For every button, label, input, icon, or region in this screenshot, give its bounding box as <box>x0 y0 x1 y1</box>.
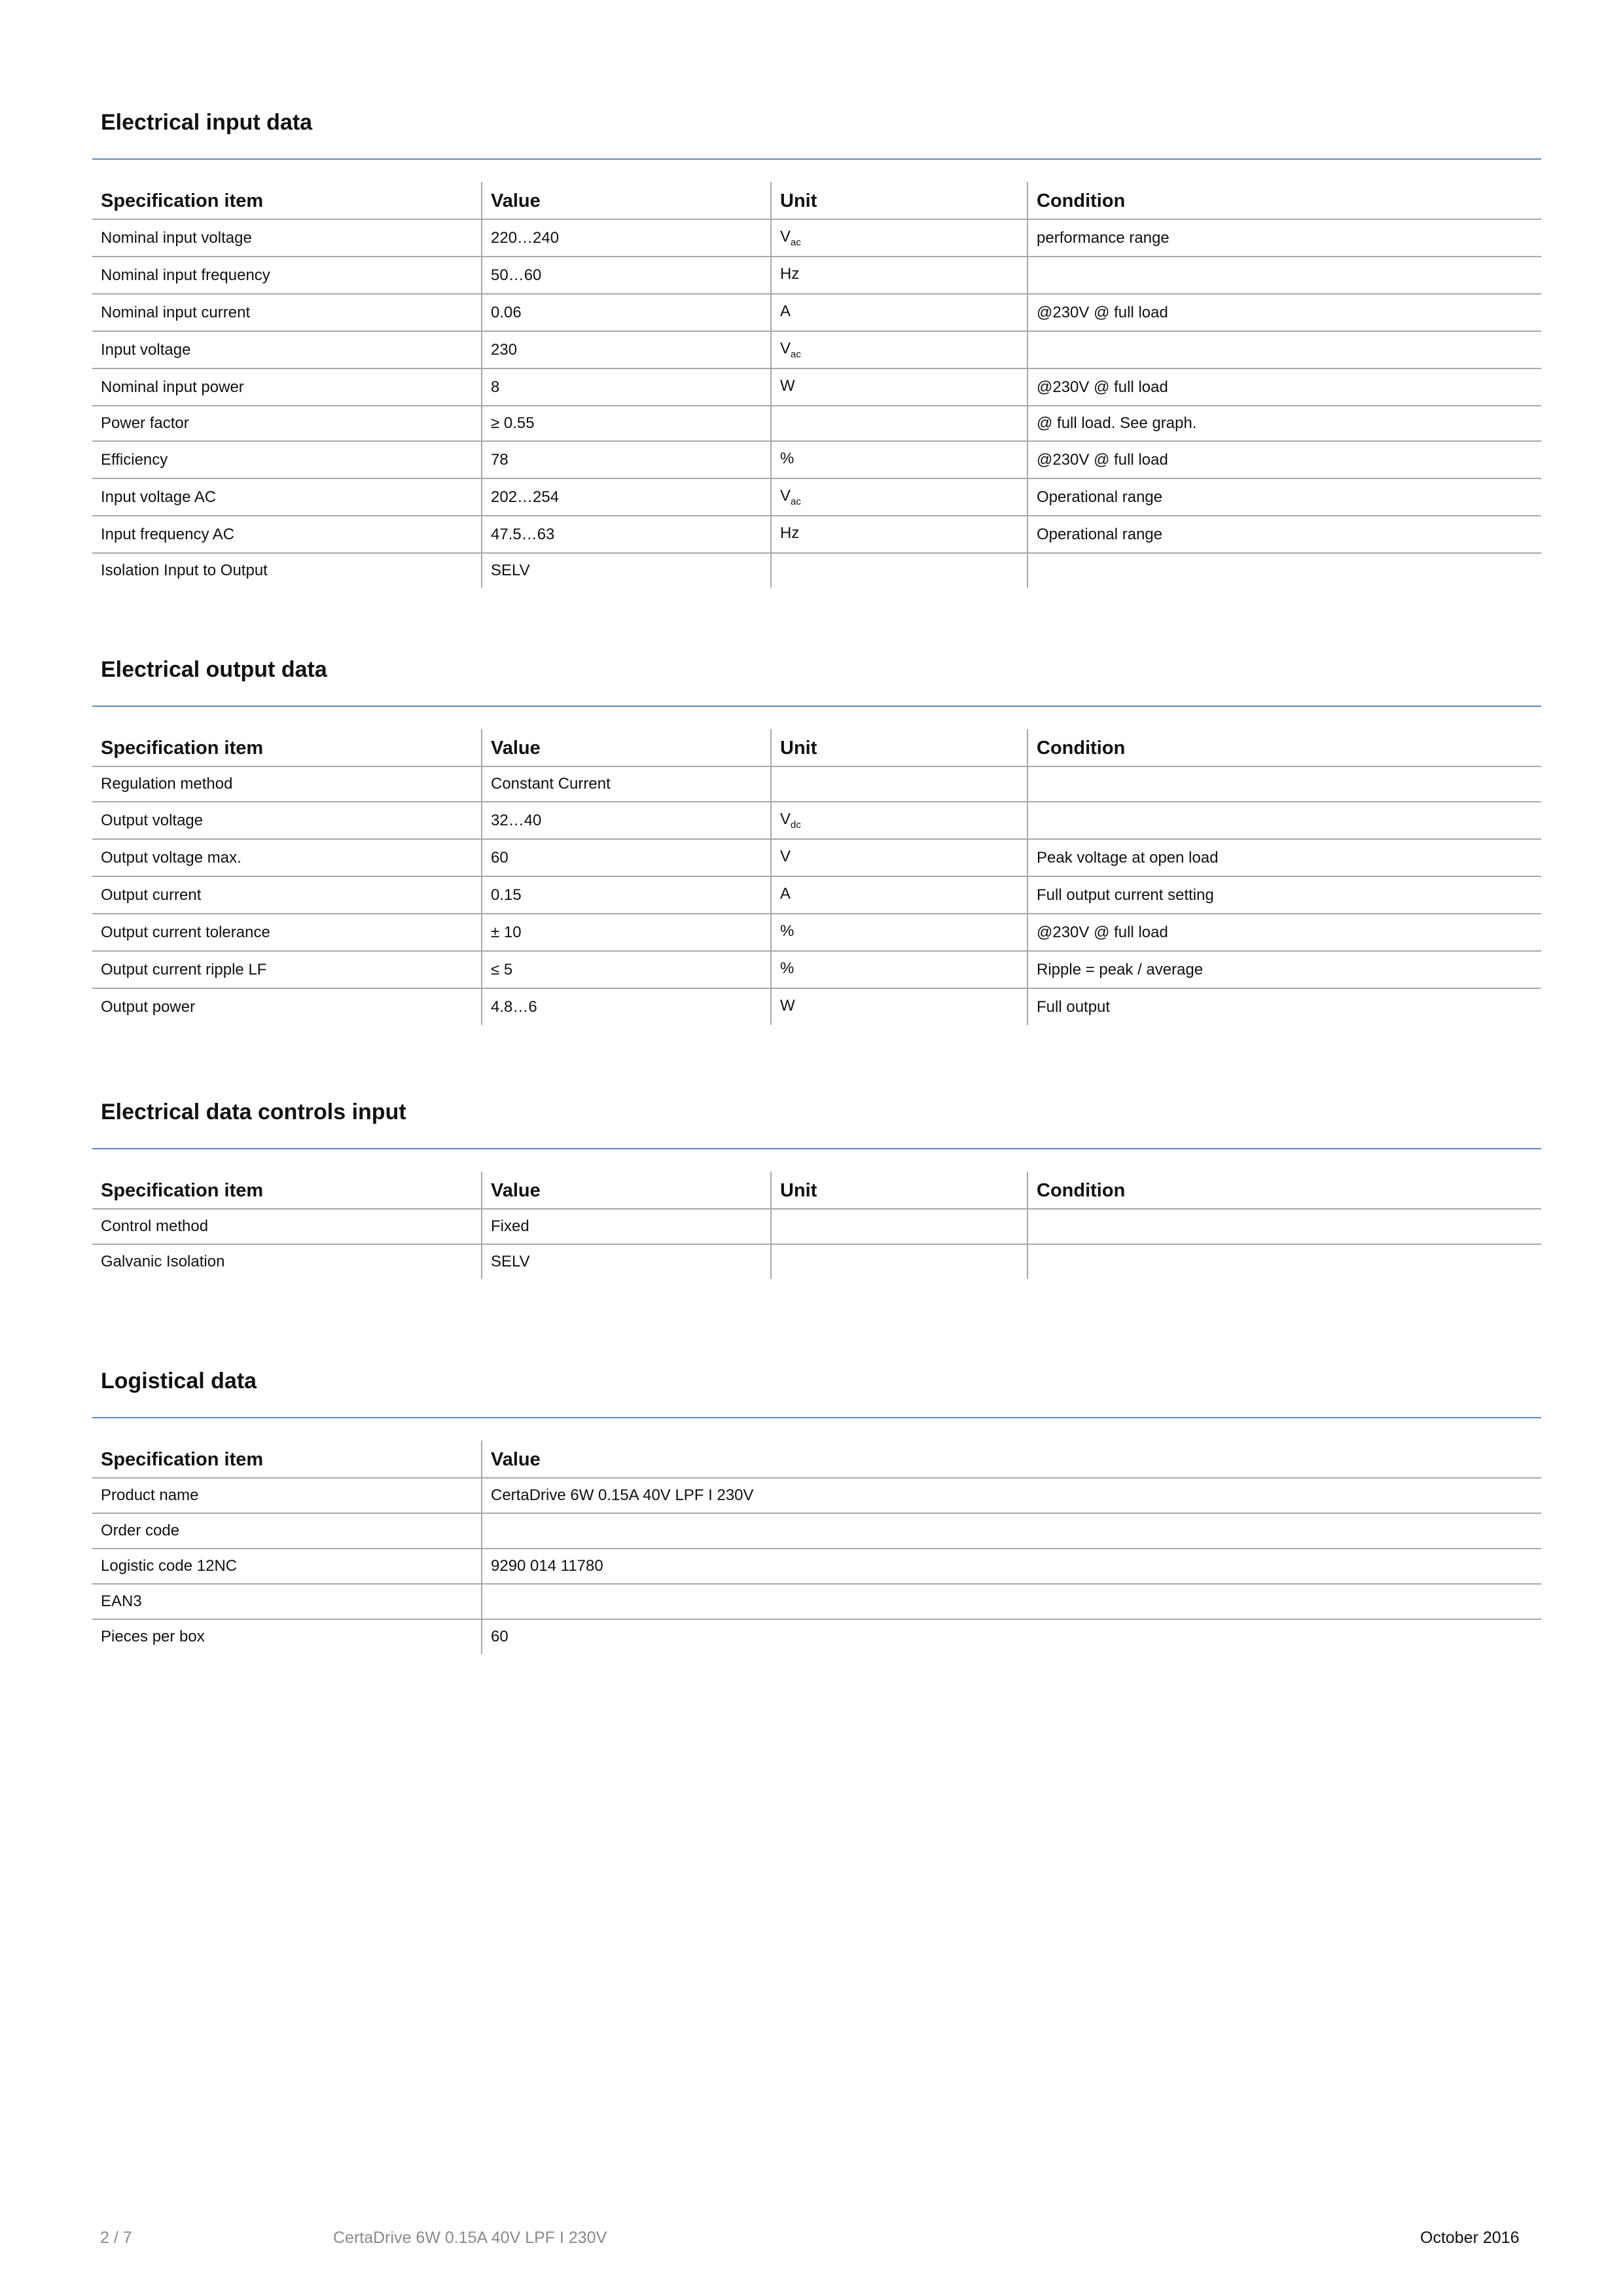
cell-unit <box>771 441 1027 478</box>
spec-table <box>92 182 1541 588</box>
unit-subscript: ac <box>791 237 801 248</box>
table-row <box>92 441 1541 478</box>
cell-condition: Full output <box>1027 988 1541 1025</box>
cell-condition: Operational range <box>1027 516 1541 553</box>
cell-unit <box>771 914 1027 951</box>
cell-condition: @230V @ full load <box>1027 368 1541 406</box>
cell-item: Output voltage max. <box>92 839 482 876</box>
header-spec-item: Specification item <box>92 1172 482 1209</box>
table-header-row <box>92 1172 1541 1209</box>
table-row <box>92 1209 1541 1244</box>
cell-value: 0.15 <box>482 876 771 914</box>
table-row <box>92 331 1541 368</box>
header-unit: Unit <box>771 729 1027 766</box>
cell-condition: Full output current setting <box>1027 876 1541 914</box>
cell-value: 202…254 <box>482 478 771 516</box>
cell-unit <box>771 553 1027 588</box>
header-spec-item: Specification item <box>92 1441 482 1478</box>
table-row <box>92 553 1541 588</box>
unit-text: % <box>780 450 794 467</box>
table-row <box>92 1619 1541 1654</box>
unit-text: V <box>780 848 791 865</box>
unit-text: W <box>780 997 795 1014</box>
cell-item: Input frequency AC <box>92 516 482 553</box>
section-divider <box>92 1148 1541 1149</box>
cell-unit <box>771 478 1027 516</box>
header-spec-item: Specification item <box>92 729 482 766</box>
cell-item: Input voltage <box>92 331 482 368</box>
table-row <box>92 802 1541 839</box>
cell-value: 0.06 <box>482 294 771 331</box>
cell-item: EAN3 <box>92 1584 482 1619</box>
table-row <box>92 1513 1541 1549</box>
cell-value: ≥ 0.55 <box>482 406 771 441</box>
cell-item: Regulation method <box>92 766 482 802</box>
cell-value: ≤ 5 <box>482 951 771 988</box>
cell-condition <box>1027 553 1541 588</box>
cell-item: Efficiency <box>92 441 482 478</box>
cell-unit <box>771 802 1027 839</box>
section-electrical-input <box>92 106 1541 588</box>
spec-table <box>92 729 1541 1025</box>
cell-condition: @230V @ full load <box>1027 441 1541 478</box>
footer-date: October 2016 <box>1420 2229 1520 2247</box>
table-row <box>92 257 1541 294</box>
header-value: Value <box>482 729 771 766</box>
unit-text: V <box>780 228 791 245</box>
cell-condition: @230V @ full load <box>1027 914 1541 951</box>
unit-subscript: ac <box>791 496 801 507</box>
header-value: Value <box>482 1441 1541 1478</box>
cell-unit <box>771 766 1027 802</box>
cell-item: Nominal input power <box>92 368 482 406</box>
cell-value: 9290 014 11780 <box>482 1549 1541 1584</box>
cell-condition: Ripple = peak / average <box>1027 951 1541 988</box>
table-row <box>92 294 1541 331</box>
table-row <box>92 1584 1541 1619</box>
cell-condition <box>1027 1244 1541 1279</box>
cell-unit <box>771 331 1027 368</box>
unit-text: W <box>780 377 795 395</box>
cell-condition <box>1027 766 1541 802</box>
cell-item: Product name <box>92 1478 482 1513</box>
cell-item: Isolation Input to Output <box>101 562 268 579</box>
table-row <box>92 368 1541 406</box>
unit-text: A <box>780 302 791 320</box>
cell-unit <box>771 257 1027 294</box>
section-title: Electrical output data <box>101 657 327 682</box>
cell-item: Output current tolerance <box>92 914 482 951</box>
table-row <box>92 876 1541 914</box>
cell-condition <box>1027 1209 1541 1244</box>
cell-value: 220…240 <box>482 219 771 257</box>
section-divider <box>92 1417 1541 1418</box>
spec-table <box>92 1172 1541 1279</box>
table-header-row <box>92 182 1541 219</box>
cell-unit <box>771 368 1027 406</box>
cell-item: Output power <box>101 997 196 1016</box>
header-unit: Unit <box>771 182 1027 219</box>
cell-item: Output current <box>92 876 482 914</box>
table-header-row <box>92 1441 1541 1478</box>
table-row <box>92 988 1541 1025</box>
cell-item: Nominal input current <box>92 294 482 331</box>
footer-product-name: CertaDrive 6W 0.15A 40V LPF I 230V <box>333 2229 607 2247</box>
unit-text: Hz <box>780 524 800 542</box>
cell-unit <box>771 839 1027 876</box>
table-row <box>92 1244 1541 1279</box>
cell-value: ± 10 <box>482 914 771 951</box>
cell-value: 60 <box>482 1619 1541 1654</box>
cell-item: Output voltage <box>92 802 482 839</box>
cell-condition <box>1027 257 1541 294</box>
cell-condition: Operational range <box>1027 478 1541 516</box>
cell-condition <box>1027 802 1541 839</box>
section-divider <box>92 706 1541 707</box>
table-header-row <box>92 729 1541 766</box>
footer-page-number: 2 / 7 <box>100 2229 132 2247</box>
cell-condition <box>1027 331 1541 368</box>
unit-subscript: dc <box>791 819 801 831</box>
header-condition: Condition <box>1027 182 1541 219</box>
table-row <box>92 914 1541 951</box>
cell-item: Control method <box>92 1209 482 1244</box>
cell-condition: @ full load. See graph. <box>1027 406 1541 441</box>
section-logistical <box>92 1365 1541 1654</box>
header-spec-item: Specification item <box>92 182 482 219</box>
cell-value: SELV <box>482 553 771 588</box>
cell-value: 32…40 <box>482 802 771 839</box>
unit-text: V <box>780 810 791 828</box>
cell-unit <box>771 516 1027 553</box>
cell-unit <box>771 219 1027 257</box>
cell-condition: performance range <box>1027 219 1541 257</box>
unit-subscript: ac <box>791 349 801 360</box>
section-title: Electrical data controls input <box>101 1100 406 1124</box>
section-controls-input <box>92 1096 1541 1279</box>
header-value: Value <box>482 182 771 219</box>
cell-item: Pieces per box <box>101 1628 205 1645</box>
cell-value <box>482 1584 1541 1619</box>
table-row <box>92 1478 1541 1513</box>
section-title: Electrical input data <box>101 110 313 135</box>
unit-text: % <box>780 922 794 940</box>
table-row <box>92 219 1541 257</box>
unit-text: % <box>780 960 794 977</box>
cell-unit <box>771 294 1027 331</box>
cell-item: Power factor <box>92 406 482 441</box>
cell-value: Fixed <box>482 1209 771 1244</box>
cell-unit <box>771 988 1027 1025</box>
cell-value: 4.8…6 <box>482 988 771 1025</box>
header-value: Value <box>482 1172 771 1209</box>
cell-unit <box>771 406 1027 441</box>
header-unit: Unit <box>771 1172 1027 1209</box>
table-row <box>92 406 1541 441</box>
cell-unit <box>771 876 1027 914</box>
section-title: Logistical data <box>101 1369 257 1393</box>
cell-value <box>482 1513 1541 1549</box>
cell-value: 47.5…63 <box>482 516 771 553</box>
cell-value: 78 <box>482 441 771 478</box>
table-row <box>92 1549 1541 1584</box>
logistics-table <box>92 1441 1541 1654</box>
section-electrical-output <box>92 653 1541 1025</box>
cell-value: 60 <box>482 839 771 876</box>
cell-unit <box>771 1209 1027 1244</box>
header-condition: Condition <box>1027 729 1541 766</box>
table-row <box>92 478 1541 516</box>
cell-condition: @230V @ full load <box>1027 294 1541 331</box>
table-row <box>92 516 1541 553</box>
cell-value: 50…60 <box>482 257 771 294</box>
cell-item: Logistic code 12NC <box>92 1549 482 1584</box>
cell-item: Nominal input frequency <box>92 257 482 294</box>
cell-unit <box>771 951 1027 988</box>
unit-text: V <box>780 487 791 505</box>
cell-unit <box>771 1244 1027 1279</box>
unit-text: V <box>780 340 791 357</box>
cell-item: Input voltage AC <box>92 478 482 516</box>
table-row <box>92 766 1541 802</box>
unit-text: Hz <box>780 265 800 283</box>
table-row <box>92 951 1541 988</box>
header-condition: Condition <box>1027 1172 1541 1209</box>
cell-item: Output current ripple LF <box>92 951 482 988</box>
unit-text: A <box>780 885 791 903</box>
section-divider <box>92 158 1541 160</box>
cell-item: Order code <box>92 1513 482 1549</box>
cell-value: Constant Current <box>482 766 771 802</box>
cell-condition: Peak voltage at open load <box>1027 839 1541 876</box>
table-row <box>92 839 1541 876</box>
cell-value: CertaDrive 6W 0.15A 40V LPF I 230V <box>482 1478 1541 1513</box>
cell-value: 8 <box>482 368 771 406</box>
cell-value: SELV <box>482 1244 771 1279</box>
cell-value: 230 <box>482 331 771 368</box>
cell-item: Nominal input voltage <box>92 219 482 257</box>
cell-item: Galvanic Isolation <box>101 1253 225 1270</box>
